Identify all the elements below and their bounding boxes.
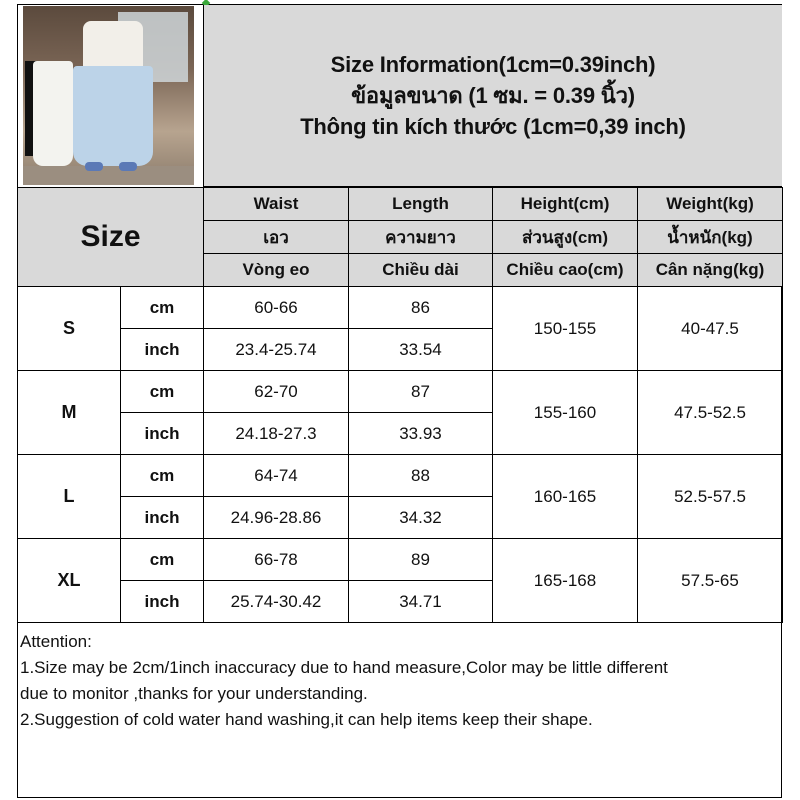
length-cell: 89 — [349, 539, 493, 581]
unit-label: inch — [121, 581, 204, 623]
weight-cell: 47.5-52.5 — [638, 371, 783, 455]
attention-notes — [20, 629, 780, 733]
weight-cell: 57.5-65 — [638, 539, 783, 623]
height-cell: 160-165 — [493, 455, 638, 539]
unit-label: cm — [121, 539, 204, 581]
col-waist-vi: Vòng eo — [204, 254, 349, 287]
length-cell: 88 — [349, 455, 493, 497]
col-length-en: Length — [349, 188, 493, 221]
size-label: S — [18, 287, 121, 371]
photo-blue-skirt — [73, 66, 153, 166]
photo-white-skirt — [33, 61, 73, 166]
waist-cell: 60-66 — [204, 287, 349, 329]
length-cell: 34.71 — [349, 581, 493, 623]
title-th: ข้อมูลขนาด (1 ซม. = 0.39 นิ้ว) — [351, 83, 635, 108]
size-label: M — [18, 371, 121, 455]
size-header: Size — [18, 188, 204, 287]
table-row — [18, 539, 783, 581]
height-cell: 150-155 — [493, 287, 638, 371]
unit-label: cm — [121, 287, 204, 329]
length-cell: 33.54 — [349, 329, 493, 371]
product-photo — [23, 6, 194, 185]
table-row — [18, 455, 783, 497]
waist-cell: 23.4-25.74 — [204, 329, 349, 371]
photo-shoe — [119, 162, 137, 171]
length-cell: 34.32 — [349, 497, 493, 539]
col-height-vi: Chiều cao(cm) — [493, 254, 638, 287]
unit-label: inch — [121, 329, 204, 371]
unit-label: cm — [121, 455, 204, 497]
notes-heading: Attention: — [20, 632, 92, 651]
waist-cell: 64-74 — [204, 455, 349, 497]
size-table — [17, 187, 783, 623]
photo-shoe — [85, 162, 103, 171]
size-label: L — [18, 455, 121, 539]
weight-cell: 52.5-57.5 — [638, 455, 783, 539]
title-en: Size Information(1cm=0.39inch) — [330, 52, 656, 77]
col-length-th: ความยาว — [349, 221, 493, 254]
col-weight-vi: Cân nặng(kg) — [638, 254, 783, 287]
height-cell: 155-160 — [493, 371, 638, 455]
unit-label: cm — [121, 371, 204, 413]
height-cell: 165-168 — [493, 539, 638, 623]
note-line: due to monitor ,thanks for your understanding. — [20, 684, 368, 703]
length-cell: 33.93 — [349, 413, 493, 455]
waist-cell: 25.74-30.42 — [204, 581, 349, 623]
size-info-title — [203, 5, 782, 187]
note-line: 2.Suggestion of cold water hand washing,it can help items keep their shape. — [20, 710, 593, 729]
col-weight-th: น้ำหนัก(kg) — [638, 221, 783, 254]
size-label: XL — [18, 539, 121, 623]
table-row — [18, 371, 783, 413]
unit-label: inch — [121, 497, 204, 539]
note-line: 1.Size may be 2cm/1inch inaccuracy due to hand measure,Color may be little different — [20, 658, 668, 677]
col-height-en: Height(cm) — [493, 188, 638, 221]
waist-cell: 66-78 — [204, 539, 349, 581]
weight-cell: 40-47.5 — [638, 287, 783, 371]
col-length-vi: Chiều dài — [349, 254, 493, 287]
waist-cell: 62-70 — [204, 371, 349, 413]
table-row — [18, 287, 783, 329]
waist-cell: 24.18-27.3 — [204, 413, 349, 455]
length-cell: 86 — [349, 287, 493, 329]
col-waist-en: Waist — [204, 188, 349, 221]
photo-floor — [23, 166, 194, 185]
unit-label: inch — [121, 413, 204, 455]
waist-cell: 24.96-28.86 — [204, 497, 349, 539]
length-cell: 87 — [349, 371, 493, 413]
col-weight-en: Weight(kg) — [638, 188, 783, 221]
col-waist-th: เอว — [204, 221, 349, 254]
title-vi: Thông tin kích thước (1cm=0,39 inch) — [300, 114, 686, 139]
photo-top — [83, 21, 143, 69]
col-height-th: ส่วนสูง(cm) — [493, 221, 638, 254]
